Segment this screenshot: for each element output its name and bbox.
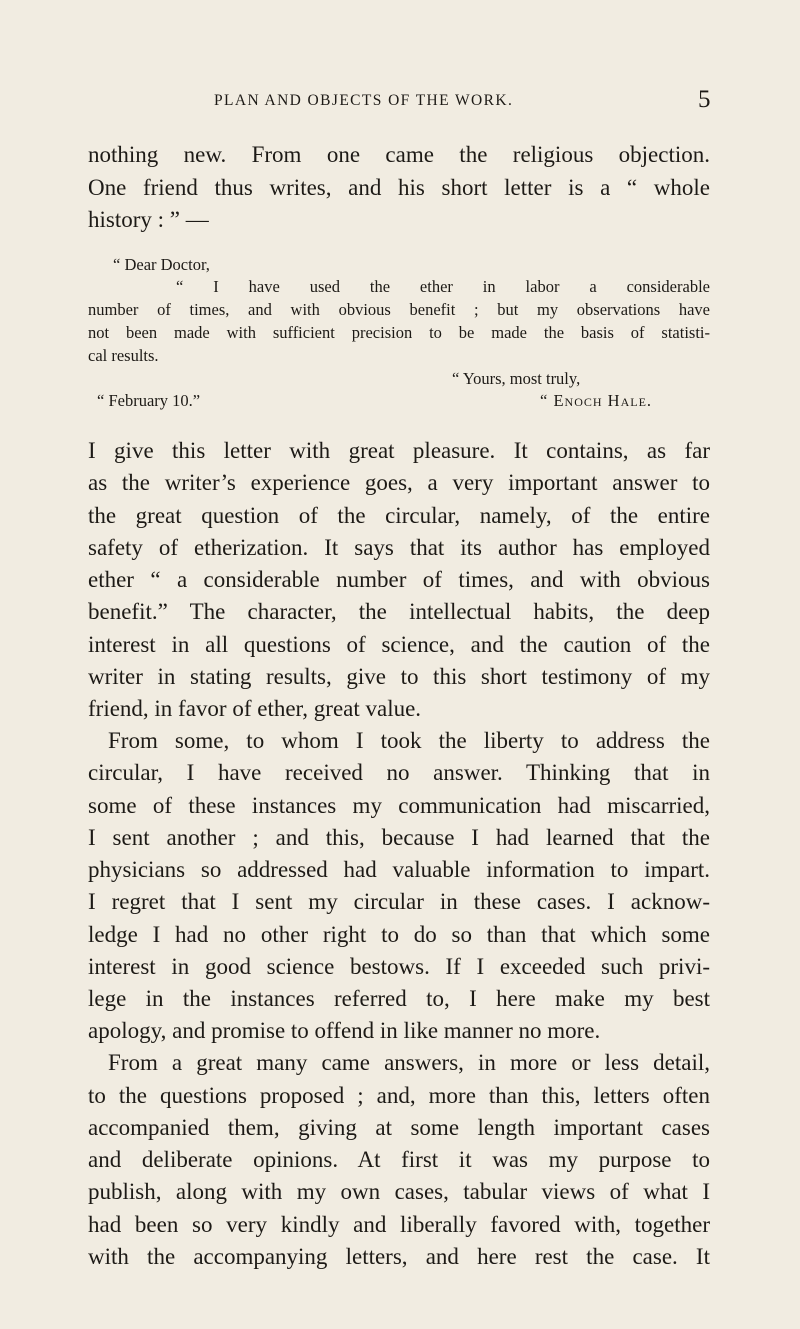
letter-line: cal results. [88,346,159,365]
text-line: ether “ a considerable number of times, and with obvious [88,567,710,592]
text-line: accompanied them, giving at some length important cases [88,1115,710,1140]
text-line: with the accompanying letters, and here rest the case. It [88,1244,710,1269]
text-line: and deliberate opinions. At first it was my purpose to [88,1147,710,1172]
text-line: From a great many came answers, in more or less detail, [108,1050,710,1075]
letter-salutation: “ Dear Doctor, [113,255,210,274]
text-line: One friend thus writes, and his short letter is a “ whole [88,175,710,200]
page-number: 5 [698,86,711,113]
text-line: nothing new. From one came the religious objection. [88,142,710,167]
text-line: ledge I had no other right to do so than that which some [88,922,710,947]
text-line: I regret that I sent my circular in these cases. I acknow- [88,889,710,914]
text-line: to the questions proposed ; and, more than this, letters often [88,1083,710,1108]
running-title: PLAN AND OBJECTS OF THE WORK. [214,92,514,109]
text-line: lege in the instances referred to, I here make my best [88,986,710,1011]
letter-line: not been made with sufficient precision to be made the basis of statisti- [88,323,710,342]
text-line: as the writer’s experience goes, a very important answer to [88,470,710,495]
text-line: interest in good science bestows. If I exceeded such privi- [88,954,710,979]
text-line: the great question of the circular, namely, of the entire [88,503,710,528]
text-line: interest in all questions of science, and the caution of the [88,632,710,657]
text-line: some of these instances my communication had miscarried, [88,793,710,818]
letter-line: “ I have used the ether in labor a considerable [176,277,710,296]
letter-closing: “ Yours, most truly, [452,369,581,388]
text-line: benefit.” The character, the intellectual habits, the deep [88,599,710,624]
running-head [0,86,800,114]
text-line: From some, to whom I took the liberty to address the [108,728,710,753]
text-line: apology, and promise to offend in like manner no more. [88,1018,601,1043]
text-line: friend, in favor of ether, great value. [88,696,422,721]
text-line: had been so very kindly and liberally favored with, together [88,1212,710,1237]
text-line: safety of etherization. It says that its author has employed [88,535,710,560]
text-line: physicians so addressed had valuable information to impart. [88,857,710,882]
text-line: writer in stating results, give to this short testimony of my [88,664,710,689]
text-line: I sent another ; and this, because I had learned that the [88,825,710,850]
letter-line: number of times, and with obvious benefit ; but my observations have [88,300,710,319]
letter-signature: “ Enoch Hale. [540,391,653,410]
text-line: publish, along with my own cases, tabular views of what I [88,1179,710,1204]
text-line: I give this letter with great pleasure. It contains, as far [88,438,710,463]
letter-date: “ February 10.” [97,391,201,410]
text-line: circular, I have received no answer. Thinking that in [88,760,710,785]
text-line: history : ” — [88,207,209,232]
